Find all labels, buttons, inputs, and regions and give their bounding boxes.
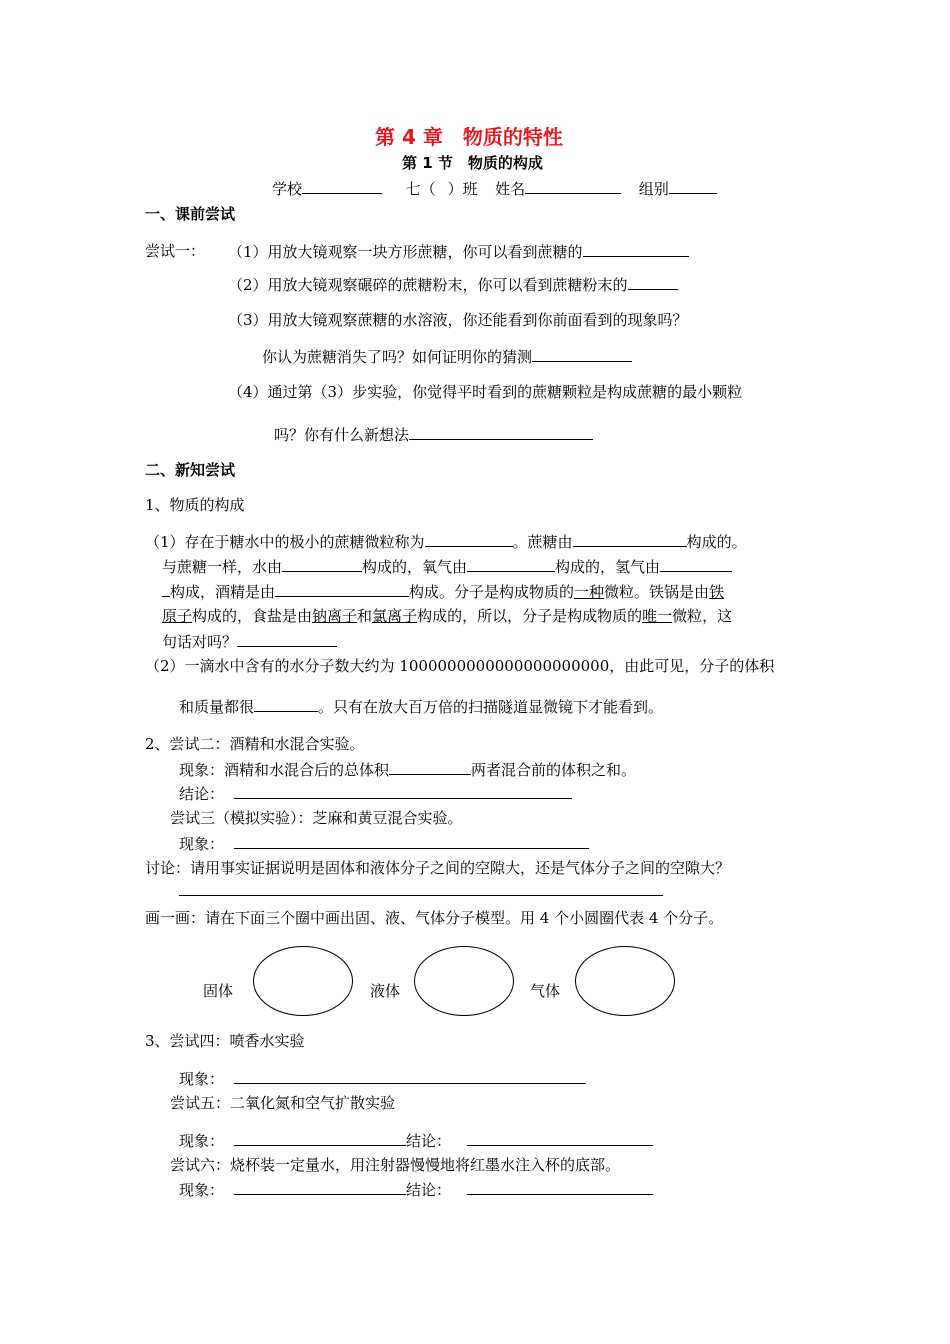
p1-blank-4[interactable] [467, 556, 555, 572]
q2-blank[interactable] [628, 274, 678, 290]
p1-l4c: 钠离子 [312, 607, 358, 625]
discussion-blank[interactable] [179, 880, 663, 896]
try2-phenomenon [179, 759, 636, 780]
s2-concl-blank[interactable] [234, 783, 572, 799]
p1-l3d: 微粒。铁锅是由 [604, 583, 710, 601]
sub3-heading: 3、尝试四：喷香水实验 [145, 1032, 305, 1050]
class-label-post: ）班 [447, 180, 478, 198]
try5-phen-label: 现象： [179, 1132, 225, 1150]
p1-l4g: 唯一 [642, 607, 673, 625]
p1-l1a: （1）存在于糖水中的极小的蔗糖微粒称为 [145, 533, 425, 551]
solid-circle[interactable] [253, 946, 353, 1016]
solid-label: 固体 [203, 982, 234, 1000]
try6-phen-label: 现象： [179, 1181, 225, 1199]
try1-q1 [228, 241, 689, 262]
p2-l2b: 。只有在放大百万倍的扫描隧道显微镜下才能看到。 [318, 698, 664, 716]
try1-q3: （3）用放大镜观察蔗糖的水溶液，你还能看到你前面看到的现象吗？ [228, 311, 688, 329]
liquid-circle[interactable] [414, 946, 514, 1016]
try1-q4: （4）通过第（3）步实验，你觉得平时看到的蔗糖颗粒是构成蔗糖的最小颗粒 [228, 383, 743, 401]
q1-text: （1）用放大镜观察一块方形蔗糖，你可以看到蔗糖的 [228, 243, 583, 261]
try1-q4b [274, 424, 593, 445]
p1-line2 [162, 556, 732, 577]
name-blank[interactable] [525, 178, 621, 194]
p1-l2c: 构成的，氢气由 [555, 558, 661, 576]
try4-phen-label: 现象： [179, 1070, 225, 1088]
draw-text: 画一画：请在下面三个圈中画出固、液、气体分子模型。用 4 个小圆圈代表 4 个分子。 [145, 909, 724, 927]
section2-heading: 二、新知尝试 [145, 461, 236, 479]
p1-l2a: 与蔗糖一样，水由 [162, 558, 283, 576]
page-title: 第 4 章 物质的特性 [375, 125, 563, 149]
try3-phen-blank[interactable] [234, 833, 589, 849]
group-label: 组别 [638, 180, 669, 198]
p1-blank-2[interactable] [573, 531, 687, 547]
section-subtitle: 第 1 节 物质的构成 [402, 154, 543, 172]
p2-l2a: 和质量都很 [179, 698, 255, 716]
p1-blank-5b[interactable] [162, 581, 170, 597]
try5-concl-blank[interactable] [467, 1130, 653, 1146]
s2-phen-a: 现象：酒精和水混合后的总体积 [179, 761, 390, 779]
p2-line2 [179, 696, 663, 717]
try6-concl-blank[interactable] [467, 1179, 653, 1195]
p1-l4d: 和 [357, 607, 373, 625]
liquid-label: 液体 [370, 982, 401, 1000]
class-blank[interactable] [436, 179, 448, 194]
school-label: 学校 [272, 180, 303, 198]
p1-blank-7[interactable] [237, 631, 337, 647]
p1-blank-3[interactable] [282, 556, 362, 572]
p1-l1b: 。蔗糖由 [512, 533, 573, 551]
try6-phen-blank[interactable] [234, 1179, 406, 1195]
p1-l2b: 构成的，氧气由 [362, 558, 468, 576]
group-blank[interactable] [669, 178, 717, 194]
name-label: 姓名 [495, 180, 526, 198]
p1-l3e: 铁 [709, 583, 725, 601]
p1-l1c: 构成的。 [686, 533, 747, 551]
school-blank[interactable] [302, 178, 382, 194]
section1-heading: 一、课前尝试 [145, 205, 236, 223]
p1-l3b: 构成。分子是构成物质的 [409, 583, 575, 601]
s2-concl-label: 结论： [179, 785, 225, 803]
p1-blank-6[interactable] [275, 581, 409, 597]
try5-concl-label: 结论： [406, 1132, 452, 1150]
p2-blank[interactable] [254, 696, 318, 712]
try6-concl-label: 结论： [406, 1181, 452, 1199]
try3-text: 尝试三（模拟实验）：芝麻和黄豆混合实验。 [170, 809, 463, 827]
gas-circle[interactable] [575, 946, 675, 1016]
try6-results [179, 1179, 653, 1200]
try1-label: 尝试一： [145, 242, 206, 260]
try4-phen-blank[interactable] [234, 1068, 586, 1084]
try1-q2 [228, 274, 678, 295]
q4b-text: 吗？你有什么新想法 [274, 426, 410, 444]
s2-phen-b: 两者混合前的体积之和。 [471, 761, 637, 779]
discussion-text: 讨论：请用事实证据说明是固体和液体分子之间的空隙大，还是气体分子之间的空隙大？ [145, 859, 731, 877]
try1-q3b [262, 346, 632, 367]
p2-line1: （2）一滴水中含有的水分子数大约为 1000000000000000000000，由此可见，分子的体积 [145, 657, 775, 675]
q4b-blank[interactable] [409, 424, 593, 440]
q2-text: （2）用放大镜观察碾碎的蔗糖粉末，你可以看到蔗糖粉末的 [228, 276, 628, 294]
p1-l5: 句话对吗？ [162, 633, 238, 651]
try2-conclusion [179, 783, 572, 804]
try6-text: 尝试六：烧杯装一定量水，用注射器慢慢地将红墨水注入杯的底部。 [170, 1156, 621, 1174]
p1-line3 [162, 581, 724, 602]
try5-phen-blank[interactable] [234, 1130, 406, 1146]
p1-l4h: 微粒，这 [672, 607, 733, 625]
gas-label: 气体 [530, 982, 561, 1000]
info-line [272, 178, 717, 199]
q3b-text: 你认为蔗糖消失了吗？如何证明你的猜测 [262, 348, 533, 366]
p1-line4 [162, 606, 732, 626]
p1-l3c: 一种 [574, 583, 605, 601]
p1-l4b: 构成的，食盐是由 [192, 607, 313, 625]
try5-text: 尝试五：二氧化氮和空气扩散实验 [170, 1094, 396, 1112]
discussion-blank-line[interactable] [179, 880, 663, 901]
p1-l3a: 构成，酒精是由 [170, 583, 276, 601]
try3-phenomenon [179, 833, 589, 854]
p1-l4a: 原子 [162, 607, 193, 625]
class-label-pre: 七（ [405, 180, 436, 198]
p1-line5 [162, 631, 337, 652]
q3b-blank[interactable] [532, 346, 632, 362]
try5-results [179, 1130, 653, 1151]
p1-l4f: 构成的，所以，分子是构成物质的 [417, 607, 643, 625]
q1-blank[interactable] [583, 241, 689, 257]
p1-l4e: 氯离子 [372, 607, 418, 625]
try4-phenomenon [179, 1068, 586, 1089]
p1-blank-1[interactable] [425, 531, 513, 547]
p1-line1 [145, 531, 747, 552]
try3-phen-label: 现象： [179, 835, 225, 853]
s2-phen-blank[interactable] [389, 759, 471, 775]
p1-blank-5[interactable] [660, 556, 732, 572]
sub2-heading: 2、尝试二：酒精和水混合实验。 [145, 735, 365, 753]
sub1-heading: 1、物质的构成 [145, 496, 245, 514]
